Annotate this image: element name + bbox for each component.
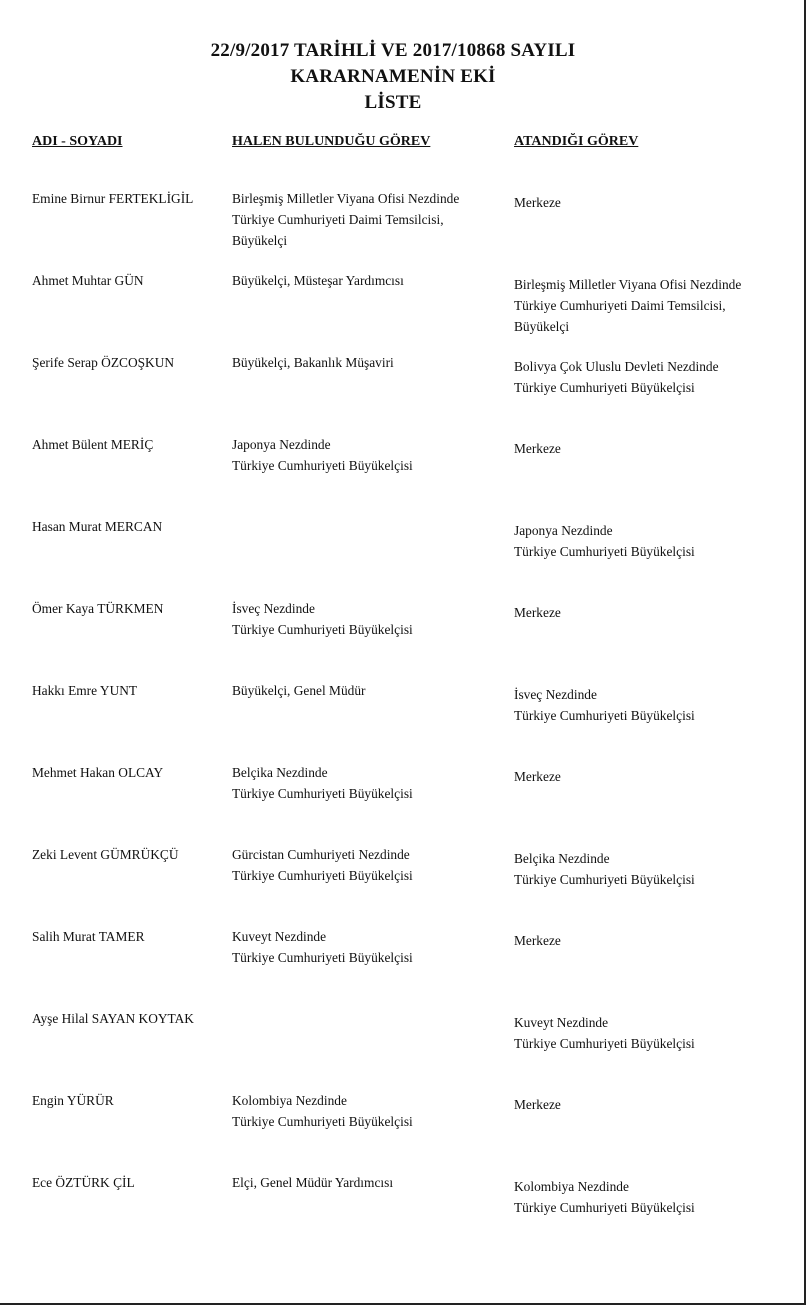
current-position-cell (232, 352, 394, 373)
person-name: Hakkı Emre YUNT (32, 683, 138, 698)
name-cell (32, 598, 163, 619)
name-cell (32, 1172, 135, 1193)
current-position-cell (232, 434, 413, 476)
position-line: Büyükelçi (514, 319, 570, 334)
position-line: Bolivya Çok Uluslu Devleti Nezdinde (514, 359, 719, 374)
current-position-cell (232, 1090, 413, 1132)
person-name: Engin YÜRÜR (32, 1093, 114, 1108)
person-name: Şerife Serap ÖZCOŞKUN (32, 355, 175, 370)
position-line: Kolombiya Nezdinde (232, 1093, 347, 1108)
name-cell (32, 844, 179, 865)
assigned-position-cell (514, 356, 719, 398)
assigned-position-cell (514, 684, 695, 726)
position-line: Türkiye Cumhuriyeti Daimi Temsilcisi, (514, 298, 726, 313)
position-line: Türkiye Cumhuriyeti Büyükelçisi (514, 544, 695, 559)
person-name: Emine Birnur FERTEKLİGİL (32, 191, 194, 206)
position-line: Japonya Nezdinde (514, 523, 613, 538)
assigned-position-cell (514, 192, 561, 213)
position-line: Türkiye Cumhuriyeti Büyükelçisi (232, 622, 413, 637)
position-line: Büyükelçi, Bakanlık Müşaviri (232, 355, 394, 370)
name-cell (32, 1090, 114, 1111)
document-title (0, 38, 786, 116)
name-cell (32, 434, 153, 455)
position-line: Gürcistan Cumhuriyeti Nezdinde (232, 847, 410, 862)
current-position-cell (232, 598, 413, 640)
position-line: Türkiye Cumhuriyeti Büyükelçisi (514, 1200, 695, 1215)
current-position-cell (232, 680, 366, 701)
current-position-cell (232, 926, 413, 968)
person-name: Ahmet Muhtar GÜN (32, 273, 144, 288)
assigned-position-cell (514, 766, 561, 787)
person-name: Ece ÖZTÜRK ÇİL (32, 1175, 135, 1190)
current-position-cell (232, 188, 459, 251)
position-line: Merkeze (514, 605, 561, 620)
position-line: İsveç Nezdinde (514, 687, 597, 702)
position-line: Birleşmiş Milletler Viyana Ofisi Nezdinde (514, 277, 742, 292)
name-cell (32, 762, 163, 783)
person-name: Zeki Levent GÜMRÜKÇÜ (32, 847, 179, 862)
current-position-cell (232, 270, 404, 291)
position-line: Merkeze (514, 195, 561, 210)
name-cell (32, 926, 145, 947)
position-line: Türkiye Cumhuriyeti Büyükelçisi (514, 1036, 695, 1051)
assigned-position-cell (514, 1094, 561, 1115)
person-name: Salih Murat TAMER (32, 929, 145, 944)
assigned-position-cell (514, 848, 695, 890)
position-line: Japonya Nezdinde (232, 437, 331, 452)
position-line: Türkiye Cumhuriyeti Daimi Temsilcisi, (232, 212, 444, 227)
current-position-cell (232, 1172, 393, 1193)
position-line: Türkiye Cumhuriyeti Büyükelçisi (232, 868, 413, 883)
assigned-position-cell (514, 1012, 695, 1054)
position-line: Türkiye Cumhuriyeti Büyükelçisi (232, 786, 413, 801)
name-cell (32, 352, 174, 373)
assigned-position-cell (514, 520, 695, 562)
position-line: Türkiye Cumhuriyeti Büyükelçisi (232, 458, 413, 473)
current-position-cell (232, 762, 413, 804)
assigned-position-cell (514, 274, 741, 337)
name-cell (32, 270, 144, 291)
position-line: Türkiye Cumhuriyeti Büyükelçisi (514, 872, 695, 887)
position-line: Büyükelçi, Müsteşar Yardımcısı (232, 273, 404, 288)
position-line: Kuveyt Nezdinde (514, 1015, 609, 1030)
position-line: Büyükelçi (232, 233, 288, 248)
name-cell (32, 188, 193, 209)
position-line: Merkeze (514, 933, 561, 948)
person-name: Hasan Murat MERCAN (32, 519, 163, 534)
position-line: Belçika Nezdinde (232, 765, 328, 780)
name-cell (32, 1008, 194, 1029)
column-header-name: ADI - SOYADI (32, 134, 123, 149)
column-header-current-position: HALEN BULUNDUĞU GÖREV (232, 134, 431, 149)
assigned-position-cell (514, 438, 561, 459)
position-line: Belçika Nezdinde (514, 851, 610, 866)
assigned-position-cell (514, 602, 561, 623)
position-line: Kuveyt Nezdinde (232, 929, 327, 944)
person-name: Mehmet Hakan OLCAY (32, 765, 164, 780)
person-name: Ömer Kaya TÜRKMEN (32, 601, 164, 616)
position-line: Birleşmiş Milletler Viyana Ofisi Nezdinde (232, 191, 460, 206)
title-line: 22/9/2017 TARİHLİ VE 2017/10868 SAYILI (210, 40, 576, 61)
position-line: Türkiye Cumhuriyeti Büyükelçisi (514, 708, 695, 723)
position-line: Türkiye Cumhuriyeti Büyükelçisi (514, 380, 695, 395)
position-line: İsveç Nezdinde (232, 601, 315, 616)
person-name: Ayşe Hilal SAYAN KOYTAK (32, 1011, 194, 1026)
name-cell (32, 680, 137, 701)
position-line: Merkeze (514, 441, 561, 456)
person-name: Ahmet Bülent MERİÇ (32, 437, 154, 452)
position-line: Kolombiya Nezdinde (514, 1179, 629, 1194)
position-line: Türkiye Cumhuriyeti Büyükelçisi (232, 1114, 413, 1129)
position-line: Elçi, Genel Müdür Yardımcısı (232, 1175, 394, 1190)
title-line: KARARNAMENİN EKİ (290, 66, 496, 87)
name-cell (32, 516, 162, 537)
position-line: Merkeze (514, 769, 561, 784)
position-line: Merkeze (514, 1097, 561, 1112)
current-position-cell (232, 844, 413, 886)
position-line: Türkiye Cumhuriyeti Büyükelçisi (232, 950, 413, 965)
position-line: Büyükelçi, Genel Müdür (232, 683, 366, 698)
title-line: LİSTE (364, 92, 422, 113)
assigned-position-cell (514, 930, 561, 951)
assigned-position-cell (514, 1176, 695, 1218)
column-header-assigned-position: ATANDIĞI GÖREV (514, 134, 639, 149)
